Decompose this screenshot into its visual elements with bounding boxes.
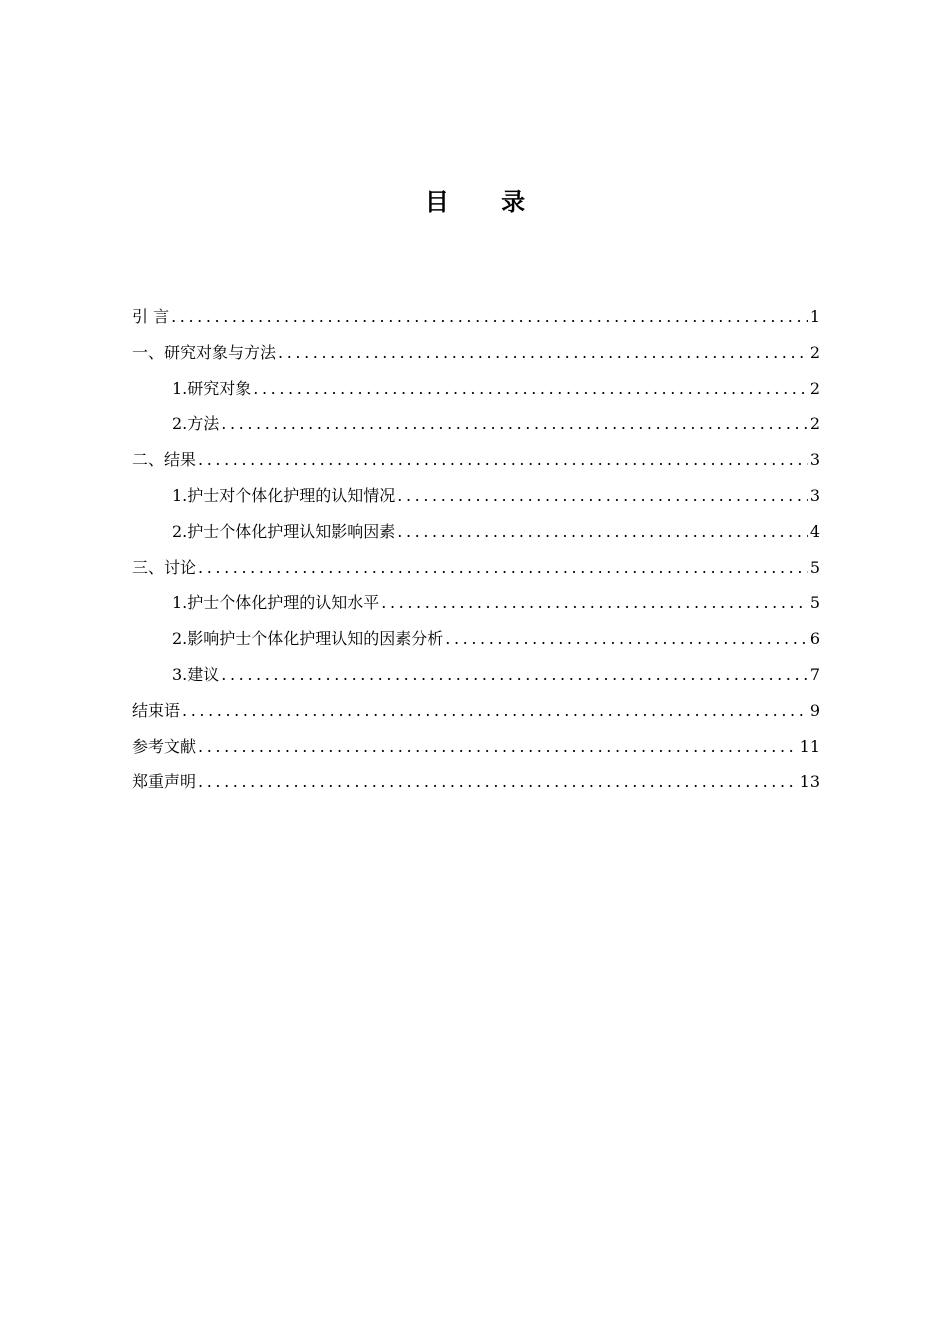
toc-entry-label: 3.建议	[172, 664, 220, 684]
toc-entry-label: 引 言	[132, 307, 170, 326]
toc-entry-page: 1	[809, 307, 820, 326]
toc-entry-page: 4	[809, 521, 820, 541]
toc-entry[interactable]	[132, 729, 820, 765]
toc-entry-label: 结束语	[132, 700, 181, 720]
toc-entry-label: 三、讨论	[132, 557, 197, 577]
toc-entry-page: 2	[809, 378, 820, 398]
toc-entry-page: 6	[809, 629, 820, 649]
toc-entry[interactable]	[132, 764, 820, 800]
toc-entry-label: 二、结果	[132, 450, 197, 470]
toc-entry[interactable]	[132, 621, 820, 657]
toc-entry-page: 3	[809, 485, 820, 505]
toc-entry-page: 11	[799, 736, 820, 756]
toc-entry[interactable]	[132, 693, 820, 729]
toc-dot-leader	[397, 478, 808, 514]
toc-dot-leader	[221, 657, 808, 693]
toc-entry-label: 郑重声明	[132, 772, 197, 792]
table-of-contents	[132, 299, 820, 800]
toc-entry[interactable]	[132, 299, 820, 335]
toc-entry-page: 2	[809, 342, 820, 362]
toc-entry-page: 9	[809, 700, 820, 720]
toc-dot-leader	[182, 693, 808, 729]
toc-entry-page: 5	[809, 557, 820, 577]
toc-entry[interactable]	[132, 371, 820, 407]
toc-entry-page: 13	[799, 772, 820, 792]
toc-entry-label: 2.影响护士个体化护理认知的因素分析	[172, 629, 444, 649]
toc-dot-leader	[381, 585, 808, 621]
toc-title: 目 录	[424, 188, 548, 216]
toc-entry[interactable]	[132, 514, 820, 550]
toc-entry-label: 1.护士个体化护理的认知水平	[172, 593, 380, 613]
toc-entry-label: 参考文献	[132, 736, 197, 756]
toc-dot-leader	[198, 442, 808, 478]
toc-entry-page: 2	[809, 414, 820, 434]
toc-dot-leader	[397, 514, 808, 550]
toc-entry-label: 1.研究对象	[172, 378, 252, 398]
toc-dot-leader	[198, 764, 798, 800]
toc-dot-leader	[198, 729, 798, 765]
toc-entry-label: 一、研究对象与方法	[132, 342, 277, 362]
toc-dot-leader	[253, 371, 808, 407]
toc-entry-label: 2.方法	[172, 414, 220, 434]
toc-entry[interactable]	[132, 478, 820, 514]
toc-entry[interactable]	[132, 585, 820, 621]
toc-entry[interactable]	[132, 442, 820, 478]
toc-entry[interactable]	[132, 550, 820, 586]
toc-dot-leader	[198, 550, 808, 586]
toc-dot-leader	[278, 335, 808, 371]
toc-entry-page: 7	[809, 664, 820, 684]
toc-dot-leader	[221, 406, 808, 442]
toc-entry-page: 5	[809, 593, 820, 613]
toc-entry[interactable]	[132, 406, 820, 442]
toc-dot-leader	[171, 299, 808, 335]
toc-entry[interactable]	[132, 335, 820, 371]
toc-entry[interactable]	[132, 657, 820, 693]
toc-dot-leader	[445, 621, 808, 657]
toc-entry-label: 1.护士对个体化护理的认知情况	[172, 485, 396, 505]
toc-entry-label: 2.护士个体化护理认知影响因素	[172, 521, 396, 541]
toc-entry-page: 3	[809, 450, 820, 470]
